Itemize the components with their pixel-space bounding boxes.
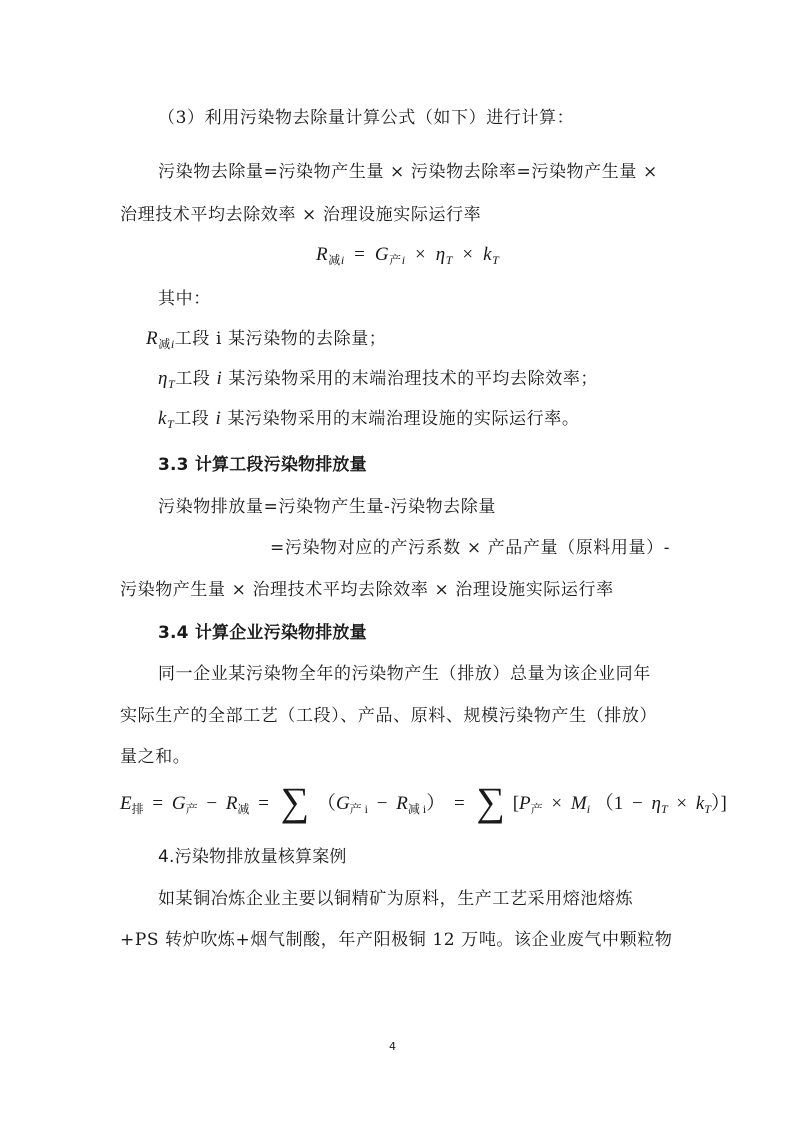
section-3-4-line2: 实际生产的全部工艺（工段）、产品、原料、规模污染物产生（排放） bbox=[120, 706, 658, 726]
paragraph-formula-intro: （3）利用污染物去除量计算公式（如下）进行计算： bbox=[158, 108, 575, 128]
section-3-3-heading: 3.3 计算工段污染物排放量 bbox=[158, 455, 367, 475]
definition-removal-amount: $R_{减i}$工段 i 某污染物的去除量； bbox=[146, 328, 387, 351]
summation-symbol: ∑ bbox=[476, 779, 505, 824]
section-3-4-heading: 3.4 计算企业污染物排放量 bbox=[158, 623, 367, 643]
where-label: 其中： bbox=[158, 289, 211, 309]
paragraph-removal-definition-line1: 污染物去除量=污染物产生量 × 污染物去除率=污染物产生量 × bbox=[158, 162, 658, 182]
section-4-line2: +PS 转炉吹炼+烟气制酸，年产阳极铜 12 万吨。该企业废气中颗粒物 bbox=[120, 930, 673, 950]
section-3-3-line2: =污染物对应的产污系数 × 产品产量（原料用量）- bbox=[270, 538, 671, 558]
formula-removal: $R_{减i} = G_{产i} \times \eta_T \times k_T$ bbox=[316, 244, 500, 267]
definition-operation-rate: $k_T$工段 i 某污染物采用的末端治理设施的实际运行率。 bbox=[158, 408, 580, 431]
section-3-3-line1: 污染物排放量=污染物产生量-污染物去除量 bbox=[158, 497, 496, 517]
symbol-eta: $\eta_T$ bbox=[158, 368, 176, 391]
symbol-R: $R_{减i}$ bbox=[146, 328, 175, 351]
paragraph-removal-definition-line2: 治理技术平均去除效率 × 治理设施实际运行率 bbox=[120, 205, 482, 225]
section-3-4-line1: 同一企业某污染物全年的污染物产生（排放）总量为该企业同年 bbox=[158, 664, 651, 684]
section-3-4-line3: 量之和。 bbox=[120, 747, 191, 767]
formula-enterprise-emission: $E_排 = G_产 - R_减$ = ∑ $(G_{产 i} - R_{减 i})$ = ∑ [$P_产 \times M_i$ $(1 - \eta_T \times k_T)$] bbox=[120, 779, 727, 824]
section-4-heading: 4.污染物排放量核算案例 bbox=[158, 847, 347, 867]
page-number: 4 bbox=[389, 1040, 396, 1053]
summation-symbol: ∑ bbox=[280, 779, 310, 824]
symbol-k: $k_T$ bbox=[158, 408, 175, 431]
section-4-line1: 如某铜冶炼企业主要以铜精矿为原料，生产工艺采用熔池熔炼 bbox=[158, 889, 634, 909]
section-3-3-line3: 污染物产生量 × 治理技术平均去除效率 × 治理设施实际运行率 bbox=[120, 580, 614, 600]
definition-removal-efficiency: $\eta_T$工段 i 某污染物采用的末端治理技术的平均去除效率； bbox=[158, 368, 599, 391]
